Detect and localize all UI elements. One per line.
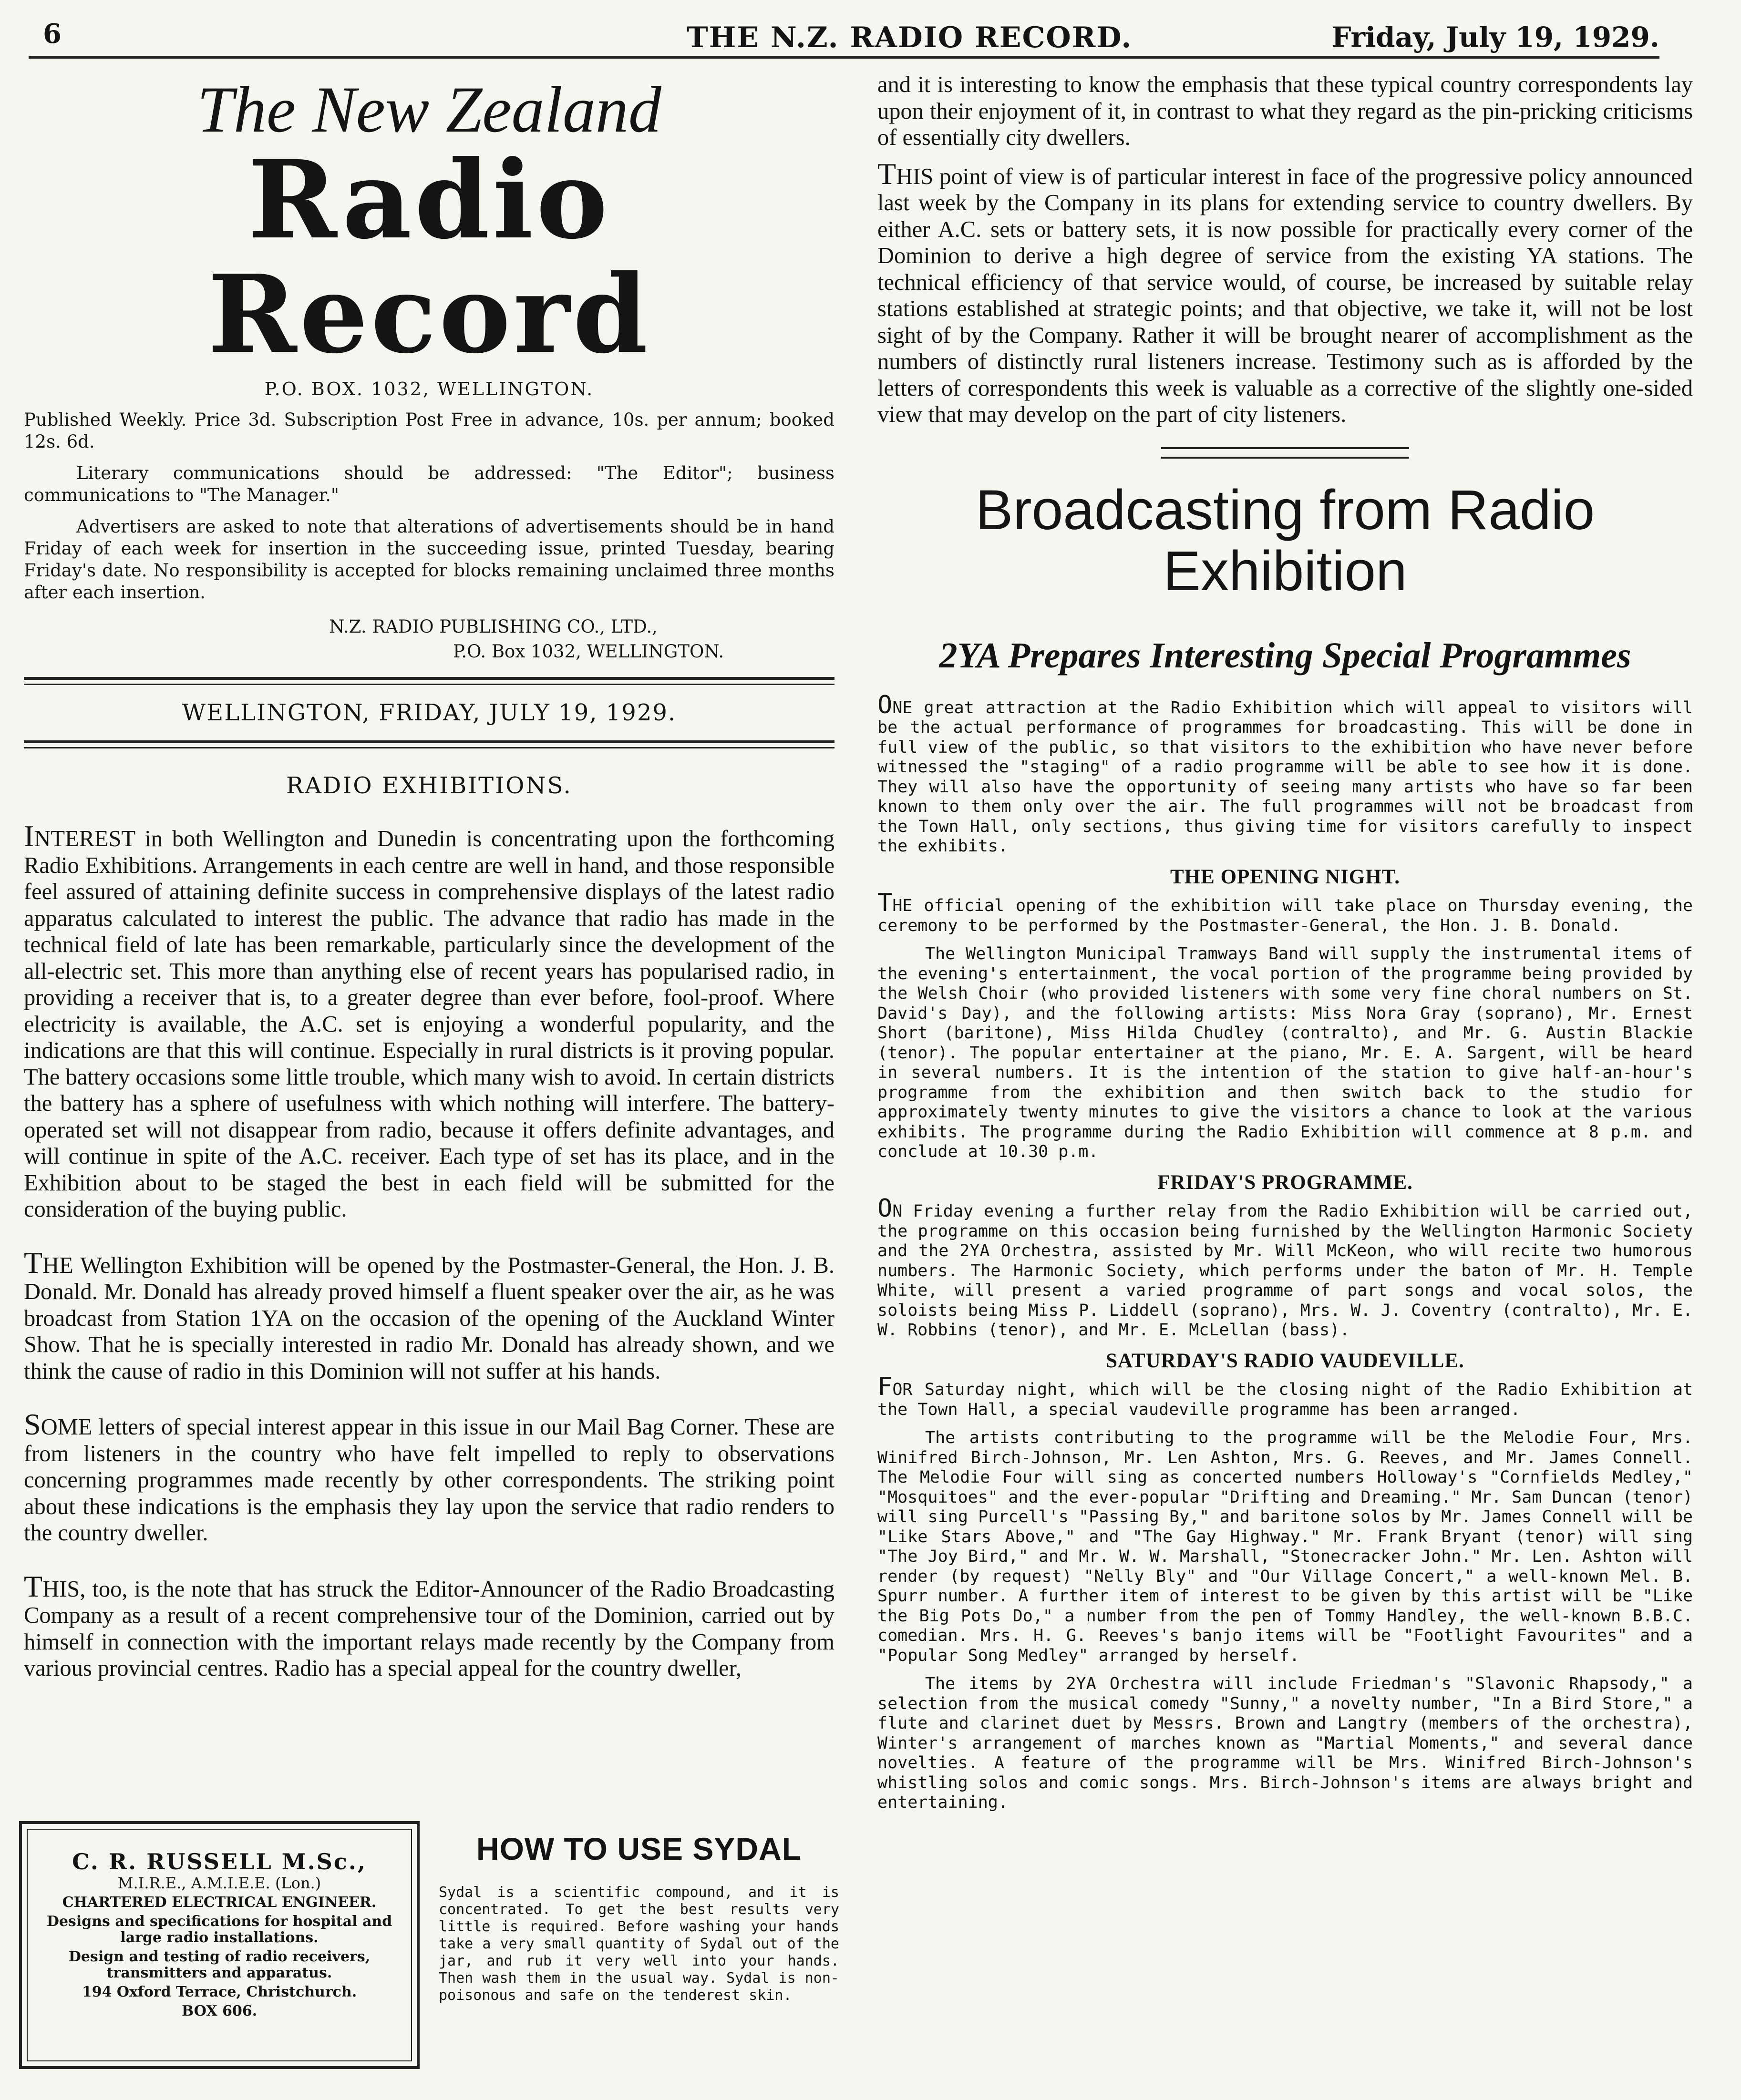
publication-title: THE N.Z. RADIO RECORD. bbox=[687, 21, 1133, 54]
masthead-line2: Radio Record bbox=[207, 137, 651, 378]
right-column bbox=[877, 72, 1693, 1822]
editorial-paragraph: THIS, too, is the note that has struck the Editor-Announcer of the Radio Broadcasting Company as a result of a recent comprehensive tour of the Dominion, carried out by himself in connection with the important relays made recently by the Company from various provincial centres. Radio has a special appeal for the country dweller, bbox=[24, 1569, 834, 1681]
editorial-paragraph: SOME letters of special interest appear in this issue in our Mail Bag Corner. These are from listeners in the country who have felt impelled to reply to observations concerning programmes made recently by other correspondents. The striking point about these indications is the emphasis they lay upon the service that radio renders to the country dweller. bbox=[24, 1407, 834, 1546]
advert-desc: Designs and specifications for hospital and large radio installations. bbox=[46, 1913, 392, 1946]
masthead-po-box: P.O. BOX. 1032, WELLINGTON. bbox=[264, 379, 594, 400]
editorial-paragraph: INTEREST in both Wellington and Dunedin is concentrating upon the forthcoming Radio Exhibitions. Arrangements in each centre are well in hand, and those responsible feel assured of attaining definite success in comprehensive displays of the latest radio apparatus calculated to interest the public. The advance that radio has made in the technical field of late has been remarkable, particularly since the development of the all-electric set. This more than anything else of recent years has popularised radio, in providing a receiver that is, to a greater degree than ever before, fool-proof. Where electricity is available, the A.C. set is enjoying a wonderful popularity, and the indications are that this will continue. Especially in rural districts is it proving popular. The battery occasions some little trouble, which many wish to avoid. In certain districts the battery has a sphere of usefulness with which nothing will interfere. The battery-operated set will not disappear from radio, because it offers definite advantages, and will continue in spite of the A.C. receiver. Each type of set has its place, and in the Exhibition about to be staged the best in each field will be submitted for the consideration of the buying public. bbox=[24, 819, 834, 1222]
issue-date: Friday, July 19, 1929. bbox=[1331, 21, 1659, 53]
advert-desc: Design and testing of radio receivers, transmitters and apparatus. bbox=[68, 1948, 371, 1981]
ornamental-divider bbox=[877, 447, 1693, 461]
head-rule bbox=[29, 56, 1659, 59]
article-subtitle: 2YA Prepares Interesting Special Programmes bbox=[939, 635, 1631, 676]
article-title: Broadcasting from Radio Exhibition bbox=[975, 478, 1595, 603]
section-heading: THE OPENING NIGHT. bbox=[1170, 865, 1400, 888]
section-heading: SATURDAY'S RADIO VAUDEVILLE. bbox=[1106, 1349, 1464, 1372]
publisher-line1: N.Z. RADIO PUBLISHING CO., LTD., bbox=[329, 616, 658, 637]
advert-box: BOX 606. bbox=[181, 2003, 258, 2019]
editorial-paragraph: and it is interesting to know the emphasis that these typical country correspondents lay upon their enjoyment of it, in contrast to what they regard as the pin-pricking criticisms of essentially city dwellers. bbox=[877, 72, 1693, 150]
editorial-paragraph: THE Wellington Exhibition will be opened by the Postmaster-General, the Hon. J. B. Donald. Mr. Donald has already proved himself a fluent speaker over the air, as he was broadcast from Station 1YA on the occasion of the opening of the Auckland Winter Show. That he is specially interested in radio Mr. Donald has already shown, and we think the cause of radio in this Dominion will not suffer at his hands. bbox=[24, 1245, 834, 1384]
drop-cap: S bbox=[24, 1407, 41, 1441]
article-paragraph: The Wellington Municipal Tramways Band will supply the instrumental items of the evening's entertainment, the vocal portion of the programme being provided by the Welsh Choir (who provided listeners with some very fine choral numbers on St. David's Day), and the following artists: Miss Nora Gray (soprano), Mr. Ernest Short (baritone), Miss Hilda Chudley (contralto), and Mr. G. Austin Blackie (tenor). The popular entertainer at the piano, Mr. E. A. Sargent, will be heard in several numbers. It is the intention of the station to give half-an-hour's programme from the exhibition and then switch back to the studio for approximately twenty minutes to give the visitors a chance to look at the various exhibits. The programme during the Radio Exhibition will commence at 8 p.m. and conclude at 10.30 p.m. bbox=[877, 944, 1693, 1161]
double-rule bbox=[24, 740, 834, 748]
editorial-heading: RADIO EXHIBITIONS. bbox=[286, 772, 572, 799]
drop-cap: T bbox=[877, 889, 893, 917]
drop-cap: O bbox=[877, 1194, 893, 1223]
advert-title: CHARTERED ELECTRICAL ENGINEER. bbox=[62, 1894, 377, 1911]
advertisements bbox=[19, 1821, 839, 2088]
russell-advert bbox=[19, 1821, 420, 2069]
advert-address: 194 Oxford Terrace, Christchurch. bbox=[82, 1984, 357, 2000]
drop-cap: O bbox=[877, 690, 893, 719]
editorial-continuation bbox=[877, 72, 1693, 428]
sydal-text: Sydal is a scientific compound, and it is concentrated. To get the best results very little is required. Before washing your hands take a very small quantity of Sydal out of the jar, and rub it very well into your hands. Then wash them in the usual way. Sydal is non-poisonous and safe on the tenderest skin. bbox=[439, 1884, 839, 2004]
article-paragraph: The items by 2YA Orchestra will include Friedman's "Slavonic Rhapsody," a selection from the musical comedy "Sunny," a novelty number, "In a Bird Store," a flute and clarinet duet by Messrs. Brown and Langtry (members of the orchestra), Winter's arrangement of marches known as "Martial Moments," and several dance novelties. A feature of the programme will be Mrs. Winifred Birch-Johnson's whistling solos and comic songs. Mrs. Birch-Johnson's items are always bright and entertaining. bbox=[877, 1674, 1693, 1812]
double-rule bbox=[24, 677, 834, 685]
drop-cap: I bbox=[24, 819, 34, 853]
article-body bbox=[877, 690, 1693, 1813]
drop-cap: T bbox=[24, 1245, 43, 1280]
editorial-dateline: WELLINGTON, FRIDAY, JULY 19, 1929. bbox=[182, 699, 677, 726]
advert-name: C. R. RUSSELL M.Sc., bbox=[72, 1849, 367, 1875]
editorial-paragraph: THIS point of view is of particular interest in face of the progressive policy announced last week by the Company in its plans for extending service to country dwellers. By either A.C. sets or battery sets, it is now possible for practically every corner of the Dominion to derive a high degree of service from the existing YA stations. The technical efficiency of that service would, of course, be increased by suitable relay stations established at strategic points; and that objective, we take it, will not be lost sight of by the Company. Rather it will be brought nearer of accomplishment as the numbers of distinctly rural listeners increase. Testimony such as is afforded by the letters of correspondents this week is valuable as a corrective of the slightly one-sided view that may develop on the part of city listeners. bbox=[877, 156, 1693, 427]
left-column bbox=[24, 72, 834, 1709]
publisher-line2: P.O. Box 1032, WELLINGTON. bbox=[453, 641, 724, 662]
published-info: Published Weekly. Price 3d. Subscription Post Free in advance, 10s. per annum; booked 12s. 6d. bbox=[24, 410, 834, 452]
article-paragraph: THE official opening of the exhibition will take place on Thursday evening, the ceremony to be performed by the Postmaster-General, the Hon. J. B. Donald. bbox=[877, 889, 1693, 935]
drop-cap: T bbox=[24, 1569, 43, 1603]
publishing-notice bbox=[24, 409, 834, 663]
article-paragraph: ON Friday evening a further relay from the Radio Exhibition will be carried out, the programme on this occasion being furnished by the Wellington Harmonic Society and the 2YA Orchestra, assisted by Mr. Will McKeon, who will recite two humorous numbers. The Harmonic Society, which performs under the baton of Mr. H. Temple White, will present a varied programme of part songs and vocal solos, the soloists being Miss P. Liddell (soprano), Mrs. W. J. Coventry (contralto), Mr. E. W. Robbins (tenor), and Mr. E. McLellan (bass). bbox=[877, 1194, 1693, 1340]
drop-cap: T bbox=[877, 156, 896, 191]
sydal-advert bbox=[439, 1831, 839, 2004]
section-heading: FRIDAY'S PROGRAMME. bbox=[1157, 1171, 1413, 1194]
drop-cap: F bbox=[877, 1373, 893, 1401]
masthead-line1: The New Zealand bbox=[197, 73, 661, 146]
article-paragraph: FOR Saturday night, which will be the closing night of the Radio Exhibition at the Town Hall, a special vaudeville programme has been arranged. bbox=[877, 1373, 1693, 1419]
editorial-body bbox=[24, 819, 834, 1682]
advert-qualifications: M.I.R.E., A.M.I.E.E. (Lon.) bbox=[117, 1874, 321, 1892]
advertisers-info: Advertisers are asked to note that alterations of advertisements should be in hand Friday of each week for insertion in the succeeding issue, printed Tuesday, bearing Friday's date. No responsibility is accepted for blocks remaining unclaimed three months after each insertion. bbox=[24, 516, 834, 603]
literary-info: Literary communications should be addressed: "The Editor"; business communications to "The Manager." bbox=[24, 463, 834, 505]
page-number: 6 bbox=[43, 18, 62, 50]
article-paragraph: ONE great attraction at the Radio Exhibition which will appeal to visitors will be the actual performance of programmes for broadcasting. This will be done in full view of the public, so that visitors to the exhibition who have never before witnessed the "staging" of a radio programme will be able to see how it is done. They will also have the opportunity of seeing many artists who have so far been known to them only over the air. The full programmes will not be broadcast from the Town Hall, only sections, thus giving time for visitors carefully to inspect the exhibits. bbox=[877, 690, 1693, 856]
sydal-heading: HOW TO USE SYDAL bbox=[476, 1831, 802, 1866]
running-head bbox=[29, 13, 1659, 59]
article-paragraph: The artists contributing to the programme will be the Melodie Four, Mrs. Winifred Birch-Johnson, Mr. Len Ashton, Mrs. G. Reeves, and Mr. James Connell. The Melodie Four will sing as concerted numbers Holloway's "Cornfields Medley," "Mosquitoes" and the ever-popular "Drifting and Dreaming." Mr. Sam Duncan (tenor) will sing Purcell's "Passing By," and baritone solos by Mr. James Connell will be "Like Stars Above," and "The Gay Highway." Mr. Frank Bryant (tenor) will sing "The Joy Bird," and Mr. W. W. Marshall, "Stonecracker John." Mr. Len. Ashton will render (by request) "Nelly Bly" and "Our Village Concert," a well-known Mel. B. Spurr number. A further item of interest to be given by this artist will be "Like the Big Pots Do," a number from the pen of Tommy Handley, the well-known B.B.C. comedian. Mrs. H. G. Reeves's banjo items will be "Footlight Favourites" and a "Popular Song Medley" arranged by herself. bbox=[877, 1428, 1693, 1665]
